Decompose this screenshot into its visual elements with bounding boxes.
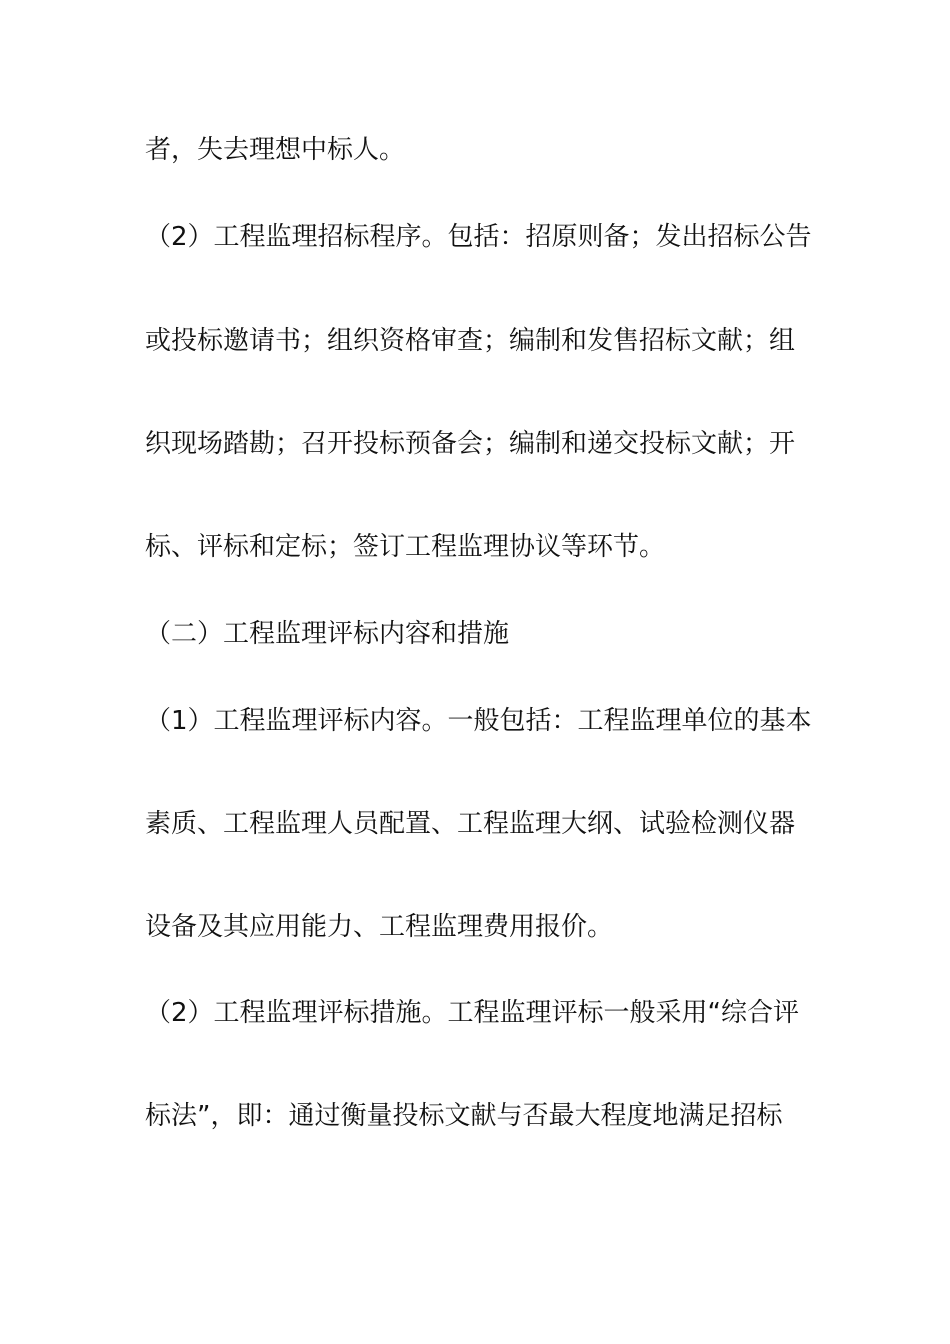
paragraph-line-3: 或投标邀请书；组织资格审查；编制和发售招标文献；组 (145, 326, 796, 356)
section-heading: （二）工程监理评标内容和措施 (145, 619, 510, 649)
paragraph-line-1: 者，失去理想中标人。 (145, 135, 406, 165)
paragraph-line-8: 素质、工程监理人员配置、工程监理大纲、试验检测仪器 (145, 809, 796, 839)
paragraph-line-4: 织现场踏勘；召开投标预备会；编制和递交投标文献；开 (145, 429, 796, 459)
paragraph-line-7: （1）工程监理评标内容。一般包括：工程监理单位的基本 (145, 706, 812, 736)
paragraph-line-11: 标法”，即：通过衡量投标文献与否最大程度地满足招标 (145, 1101, 783, 1131)
paragraph-line-5: 标、评标和定标；签订工程监理协议等环节。 (145, 532, 666, 562)
paragraph-line-2: （2）工程监理招标程序。包括：招原则备；发出招标公告 (145, 222, 812, 252)
paragraph-line-9: 设备及其应用能力、工程监理费用报价。 (145, 912, 614, 942)
paragraph-line-10: （2）工程监理评标措施。工程监理评标一般采用“综合评 (145, 998, 800, 1028)
